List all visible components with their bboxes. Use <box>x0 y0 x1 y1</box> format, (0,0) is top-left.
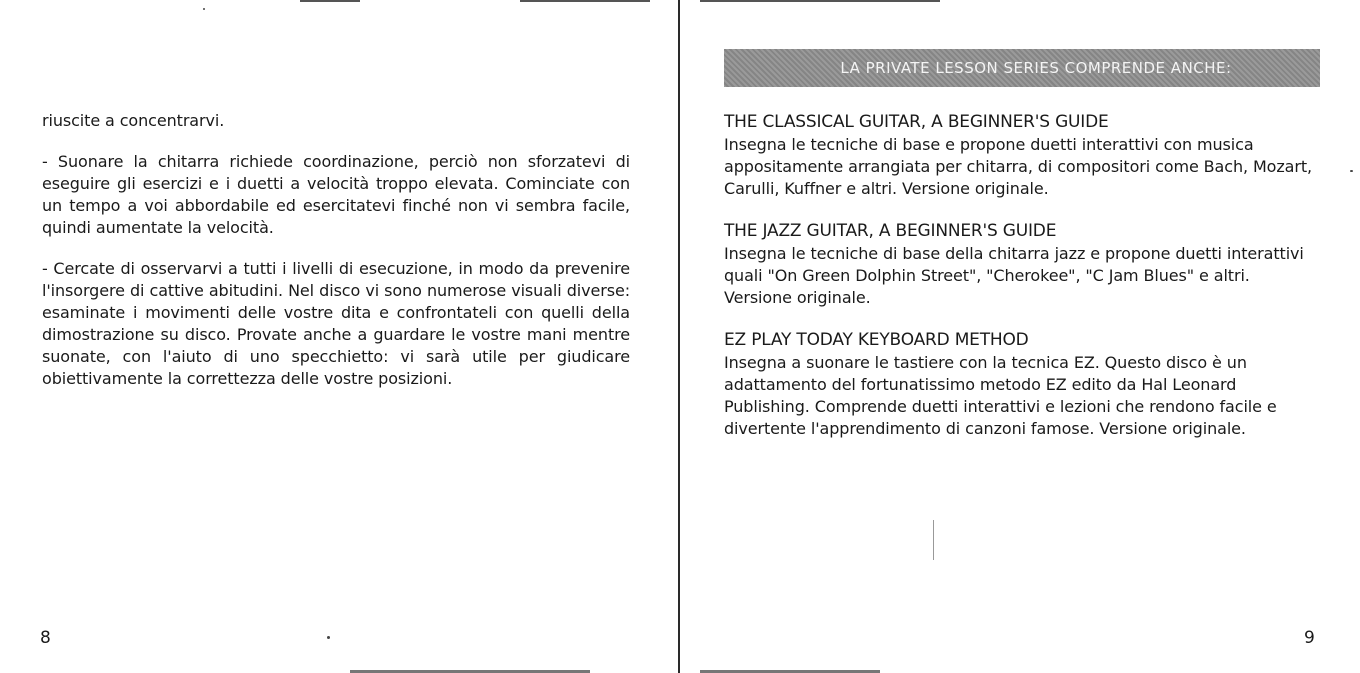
paragraph: riuscite a concentrarvi. <box>42 111 225 130</box>
product-entry <box>724 328 1314 440</box>
right-page-text <box>724 110 1314 459</box>
entry-description: Insegna le tecniche di base della chitarra jazz e propone duetti interattivi quali "On Green Dolphin Street", "Cherokee", "C Jam Blues" e altri. Versione originale. <box>724 244 1304 307</box>
section-banner: LA PRIVATE LESSON SERIES COMPRENDE ANCHE: <box>724 49 1320 87</box>
entry-title: EZ PLAY TODAY KEYBOARD METHOD <box>724 330 1029 350</box>
print-speck <box>203 8 205 10</box>
entry-title: THE JAZZ GUITAR, A BEGINNER'S GUIDE <box>724 221 1057 241</box>
product-entry <box>724 219 1314 309</box>
entry-title: THE CLASSICAL GUITAR, A BEGINNER'S GUIDE <box>724 112 1109 132</box>
page-number: 9 <box>1304 628 1315 648</box>
print-speck <box>1350 170 1353 172</box>
paragraph: - Suonare la chitarra richiede coordinazione, perciò non sforzatevi di eseguire gli esercizi e i duetti a velocità troppo elevata. Cominciate con un tempo a voi abbordabile ed esercitatevi finché non vi sembra facile, quindi aumentate la velocità. <box>42 152 630 237</box>
page-number: 8 <box>40 628 51 648</box>
entry-description: Insegna a suonare le tastiere con la tecnica EZ. Questo disco è un adattamento del fortunatissimo metodo EZ edito da Hal Leonard Publishing. Comprende duetti interattivi e lezioni che rendono facile e divertente l'apprendimento di canzoni famose. Versione originale. <box>724 353 1277 438</box>
paragraph: - Cercate di osservarvi a tutti i livelli di esecuzione, in modo da prevenire l'insorgere di cattive abitudini. Nel disco vi sono numerose visuali diverse: esaminate i movimenti delle vostre dita e confrontateli con quelli della dimostrazione su disco. Provate anche a guardare le vostre mani mentre suonate, con l'aiuto di uno specchietto: vi sarà utile per giudicare obiettivamente la correttezza delle vostre posizioni. <box>42 259 630 388</box>
right-page <box>680 0 1360 673</box>
entry-description: Insegna le tecniche di base e propone duetti interattivi con musica appositamente arrangiata per chitarra, di compositori come Bach, Mozart, Carulli, Kuffner e altri. Versione originale. <box>724 135 1312 198</box>
left-page-text <box>42 110 630 409</box>
print-speck <box>933 520 934 560</box>
product-entry <box>724 110 1314 200</box>
left-page <box>0 0 678 673</box>
print-speck <box>327 636 330 639</box>
